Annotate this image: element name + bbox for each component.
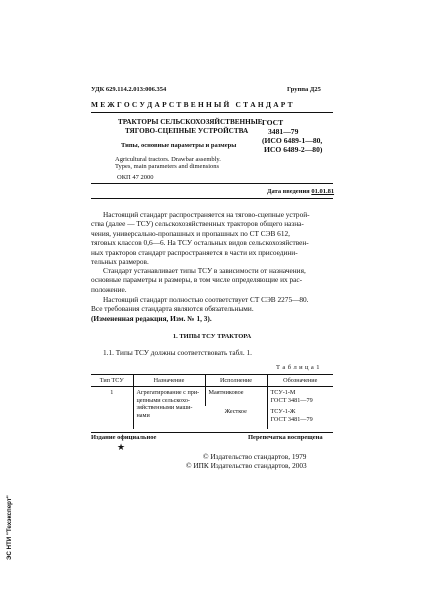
footer-divider [91,432,333,433]
cell-purpose [133,387,205,429]
column-header-purpose: Назначение [133,375,205,387]
sidebar-watermark: ЭС НТИ "Техэксперт" [6,495,13,560]
designation-code: ТСУ-1-М [270,389,296,397]
iso-reference-1: (ИСО 6489-1—80, [262,135,323,145]
table-caption: Т а б л и ц а 1 [276,364,320,371]
english-title [115,156,221,171]
column-header-execution: Исполнение [205,375,267,387]
official-edition: Издание официальное [91,434,157,441]
cell-designation [267,406,333,429]
title-line-2: ТЯГОВО-СЦЕПНЫЕ УСТРОЙСТВА [125,126,249,135]
column-header-type: Тип ТСУ [91,375,133,387]
compliance-paragraph [91,295,333,323]
cell-execution: Маятниковое [205,387,267,406]
establishes-paragraph [91,266,333,294]
header-divider [91,112,333,113]
purpose-line: зяйственными маши- [136,404,193,412]
title-block [118,118,264,135]
group-code: Группа Д25 [287,86,321,93]
date-divider [91,198,333,199]
introduction-date-label: Дата введения [267,188,310,195]
establishes-line: основные параметры и размеры, в том числе определяющие их рас- [91,275,303,285]
english-title-line-2: Types, main parameters and dimensions [115,163,220,171]
gost-label: ГОСТ [262,118,284,127]
okp-code: ОКП 47 2000 [117,174,154,181]
cell-execution: Жесткое [224,408,247,416]
iso-reference-2: ИСО 6489-2—80) [264,144,323,154]
cell-designation [267,387,333,406]
scope-line: чения, универсально-пропашных и пропашных по СТ СЭВ 612, [91,228,290,238]
designation-code: ТСУ-1-Ж [270,408,296,416]
scope-paragraph [91,210,333,266]
gost-number-block [262,119,322,155]
column-header-designation: Обозначение [267,375,333,387]
title-line-1: ТРАКТОРЫ СЕЛЬСКОХОЗЯЙСТВЕННЫЕ. [118,118,265,126]
establishes-line: положение. [91,284,127,294]
purpose-line: Агрегатирование с при- [136,389,200,397]
designation-standard: ГОСТ 3481—79 [270,415,313,423]
scope-line: Настоящий стандарт распространяется на тягово-сцепные устрой- [103,210,310,219]
star-icon: ★ [117,442,126,452]
gost-number: 3481—79 [268,126,299,136]
title-divider [91,183,333,184]
compliance-statement: Настоящий стандарт полностью соответствует СТ СЭВ 2275—80. [103,295,309,304]
introduction-date-value: 01.01.81 [311,188,335,195]
copyright-1979: © Издательство стандартов, 1979 [203,452,307,461]
amendment-note: (Измененная редакция, Изм. № 1, 3). [91,313,212,323]
scope-line: ства (далее — ТСУ) сельскохозяйственных тракторов общего назна- [91,219,304,229]
introduction-date [267,188,334,195]
purpose-line: цепными сельскохо- [136,396,190,404]
document-subtitle: Типы, основные параметры и размеры [121,142,237,149]
interstate-standard-banner: М Е Ж Г О С У Д А Р С Т В Е Н Н Ы Й С Т А Н Д А Р Т [91,100,293,109]
reprint-prohibited: Перепечатка воспрещена [248,434,323,441]
copyright-2003: © ИПК Издательство стандартов, 2003 [186,461,307,470]
udk-code: УДК 629.114.2.013:006.354 [91,86,167,93]
scope-line: тельных размеров. [91,257,149,267]
purpose-line: нами [136,411,150,419]
scope-line: ных тракторов стандарт распространяется в части их присоедини- [91,247,298,257]
table-row [91,387,333,406]
tsu-types-table [91,374,333,429]
section-1-heading: 1. ТИПЫ ТСУ ТРАКТОРА [172,333,252,340]
clause-1-1: 1.1. Типы ТСУ должны соответствовать табл. 1. [103,348,252,357]
english-title-line-1: Agricultural tractors. Drawbar assembly. [115,156,221,163]
mandatory-statement: Все требования стандарта являются обязательными. [91,304,254,314]
designation-standard: ГОСТ 3481—79 [270,396,313,404]
table-header-row [91,375,333,387]
scope-line: тяговых классов 0,6—6. На ТСУ остальных видов сельскохозяйствен- [91,238,309,248]
cell-type: 1 [110,389,114,397]
establishes-line: Стандарт устанавливает типы ТСУ в зависимости от назначения, [103,266,306,275]
